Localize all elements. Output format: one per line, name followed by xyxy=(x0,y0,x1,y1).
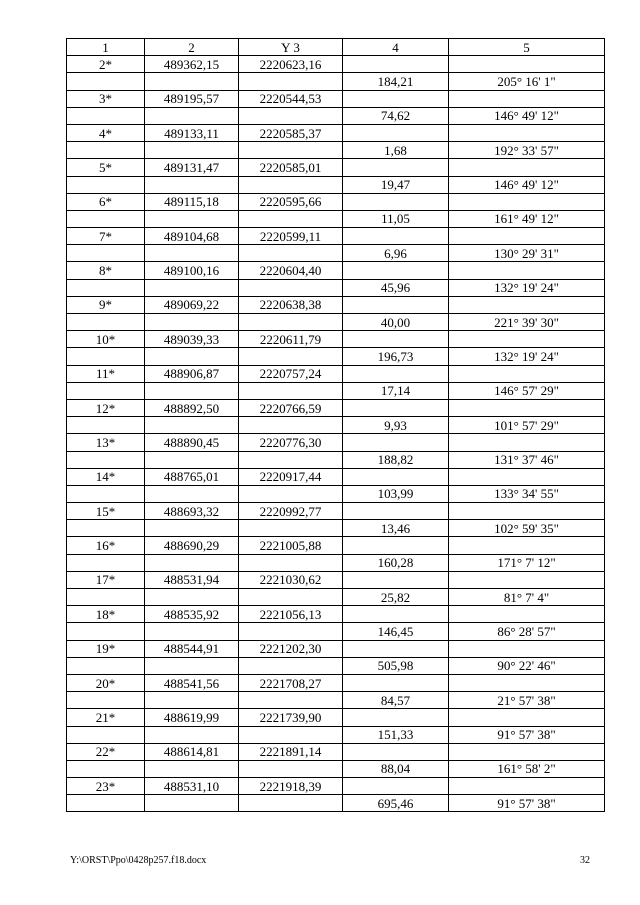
point-y: 2221739,90 xyxy=(239,709,343,726)
point-x: 489115,18 xyxy=(145,193,239,210)
empty-cell xyxy=(239,73,343,90)
empty-cell xyxy=(145,210,239,227)
empty-cell xyxy=(239,520,343,537)
segment-row xyxy=(67,451,605,468)
point-row xyxy=(67,778,605,795)
coordinates-table-body xyxy=(67,39,605,812)
empty-cell xyxy=(67,589,145,606)
empty-cell xyxy=(239,142,343,159)
empty-cell xyxy=(145,554,239,571)
empty-cell xyxy=(239,726,343,743)
empty-cell xyxy=(67,623,145,640)
point-y: 2220604,40 xyxy=(239,262,343,279)
empty-cell xyxy=(449,262,605,279)
segment-distance: 84,57 xyxy=(343,692,449,709)
empty-cell xyxy=(145,382,239,399)
empty-cell xyxy=(343,193,449,210)
point-id: 12* xyxy=(67,399,145,416)
segment-row xyxy=(67,417,605,434)
segment-row xyxy=(67,107,605,124)
empty-cell xyxy=(67,210,145,227)
empty-cell xyxy=(343,124,449,141)
segment-angle: 146° 49' 12" xyxy=(449,107,605,124)
point-row xyxy=(67,399,605,416)
segment-angle: 81° 7' 4" xyxy=(449,589,605,606)
empty-cell xyxy=(239,314,343,331)
point-id: 22* xyxy=(67,743,145,760)
empty-cell xyxy=(145,417,239,434)
segment-distance: 1,68 xyxy=(343,142,449,159)
segment-distance: 505,98 xyxy=(343,657,449,674)
segment-angle: 90° 22' 46" xyxy=(449,657,605,674)
empty-cell xyxy=(449,606,605,623)
empty-cell xyxy=(449,124,605,141)
segment-row xyxy=(67,554,605,571)
point-x: 489069,22 xyxy=(145,296,239,313)
empty-cell xyxy=(145,657,239,674)
segment-row xyxy=(67,795,605,812)
point-id: 14* xyxy=(67,468,145,485)
point-row xyxy=(67,331,605,348)
empty-cell xyxy=(449,296,605,313)
point-id: 9* xyxy=(67,296,145,313)
empty-cell xyxy=(343,90,449,107)
empty-cell xyxy=(343,468,449,485)
point-row xyxy=(67,571,605,588)
segment-distance: 151,33 xyxy=(343,726,449,743)
empty-cell xyxy=(239,176,343,193)
point-x: 489133,11 xyxy=(145,124,239,141)
point-row xyxy=(67,503,605,520)
segment-angle: 161° 49' 12" xyxy=(449,210,605,227)
point-y: 2220599,11 xyxy=(239,228,343,245)
empty-cell xyxy=(67,73,145,90)
point-row xyxy=(67,743,605,760)
point-x: 489195,57 xyxy=(145,90,239,107)
point-row xyxy=(67,640,605,657)
empty-cell xyxy=(239,554,343,571)
segment-distance: 160,28 xyxy=(343,554,449,571)
empty-cell xyxy=(343,228,449,245)
empty-cell xyxy=(67,692,145,709)
segment-row xyxy=(67,623,605,640)
empty-cell xyxy=(145,314,239,331)
empty-cell xyxy=(145,589,239,606)
empty-cell xyxy=(145,726,239,743)
point-y: 2220585,37 xyxy=(239,124,343,141)
segment-angle: 146° 57' 29" xyxy=(449,382,605,399)
empty-cell xyxy=(449,709,605,726)
empty-cell xyxy=(67,348,145,365)
empty-cell xyxy=(449,159,605,176)
empty-cell xyxy=(239,623,343,640)
page-number: 32 xyxy=(580,855,590,866)
empty-cell xyxy=(67,726,145,743)
empty-cell xyxy=(449,399,605,416)
segment-row xyxy=(67,279,605,296)
point-y: 2220611,79 xyxy=(239,331,343,348)
point-id: 10* xyxy=(67,331,145,348)
segment-row xyxy=(67,142,605,159)
point-x: 488765,01 xyxy=(145,468,239,485)
point-x: 489100,16 xyxy=(145,262,239,279)
point-y: 2221202,30 xyxy=(239,640,343,657)
empty-cell xyxy=(239,589,343,606)
empty-cell xyxy=(449,468,605,485)
empty-cell xyxy=(449,228,605,245)
empty-cell xyxy=(449,193,605,210)
point-id: 20* xyxy=(67,674,145,691)
segment-angle: 21° 57' 38" xyxy=(449,692,605,709)
segment-angle: 146° 49' 12" xyxy=(449,176,605,193)
empty-cell xyxy=(343,56,449,73)
empty-cell xyxy=(145,795,239,812)
empty-cell xyxy=(145,176,239,193)
point-id: 19* xyxy=(67,640,145,657)
point-y: 2221708,27 xyxy=(239,674,343,691)
empty-cell xyxy=(239,485,343,502)
empty-cell xyxy=(145,485,239,502)
segment-distance: 196,73 xyxy=(343,348,449,365)
empty-cell xyxy=(239,279,343,296)
point-y: 2220766,59 xyxy=(239,399,343,416)
empty-cell xyxy=(343,709,449,726)
point-id: 6* xyxy=(67,193,145,210)
table-header-row xyxy=(67,39,605,56)
segment-row xyxy=(67,589,605,606)
segment-row xyxy=(67,73,605,90)
point-y: 2220757,24 xyxy=(239,365,343,382)
point-y: 2220544,53 xyxy=(239,90,343,107)
segment-distance: 9,93 xyxy=(343,417,449,434)
empty-cell xyxy=(67,245,145,262)
empty-cell xyxy=(145,245,239,262)
point-row xyxy=(67,159,605,176)
point-x: 488544,91 xyxy=(145,640,239,657)
segment-distance: 45,96 xyxy=(343,279,449,296)
segment-angle: 192° 33' 57" xyxy=(449,142,605,159)
segment-angle: 171° 7' 12" xyxy=(449,554,605,571)
point-row xyxy=(67,296,605,313)
point-x: 488531,94 xyxy=(145,571,239,588)
empty-cell xyxy=(67,107,145,124)
point-id: 23* xyxy=(67,778,145,795)
point-x: 489362,15 xyxy=(145,56,239,73)
point-row xyxy=(67,674,605,691)
segment-distance: 13,46 xyxy=(343,520,449,537)
point-id: 16* xyxy=(67,537,145,554)
point-id: 8* xyxy=(67,262,145,279)
empty-cell xyxy=(239,657,343,674)
point-y: 2221005,88 xyxy=(239,537,343,554)
segment-row xyxy=(67,657,605,674)
empty-cell xyxy=(343,365,449,382)
segment-distance: 103,99 xyxy=(343,485,449,502)
segment-row xyxy=(67,176,605,193)
empty-cell xyxy=(67,314,145,331)
point-row xyxy=(67,606,605,623)
point-x: 488619,99 xyxy=(145,709,239,726)
segment-angle: 133° 34' 55" xyxy=(449,485,605,502)
point-id: 17* xyxy=(67,571,145,588)
point-y: 2221918,39 xyxy=(239,778,343,795)
column-header-3: Y 3 xyxy=(239,39,343,56)
point-id: 4* xyxy=(67,124,145,141)
point-row xyxy=(67,537,605,554)
empty-cell xyxy=(145,279,239,296)
segment-distance: 19,47 xyxy=(343,176,449,193)
segment-angle: 91° 57' 38" xyxy=(449,726,605,743)
segment-distance: 188,82 xyxy=(343,451,449,468)
empty-cell xyxy=(67,485,145,502)
segment-angle: 132° 19' 24" xyxy=(449,348,605,365)
point-id: 13* xyxy=(67,434,145,451)
segment-row xyxy=(67,520,605,537)
empty-cell xyxy=(449,331,605,348)
empty-cell xyxy=(449,743,605,760)
point-x: 489104,68 xyxy=(145,228,239,245)
empty-cell xyxy=(145,623,239,640)
coordinates-table xyxy=(66,38,605,812)
empty-cell xyxy=(239,382,343,399)
empty-cell xyxy=(343,399,449,416)
segment-distance: 17,14 xyxy=(343,382,449,399)
column-header-4: 4 xyxy=(343,39,449,56)
segment-distance: 40,00 xyxy=(343,314,449,331)
empty-cell xyxy=(343,674,449,691)
empty-cell xyxy=(67,417,145,434)
empty-cell xyxy=(239,210,343,227)
point-row xyxy=(67,228,605,245)
point-row xyxy=(67,90,605,107)
segment-angle: 132° 19' 24" xyxy=(449,279,605,296)
empty-cell xyxy=(67,760,145,777)
empty-cell xyxy=(449,56,605,73)
empty-cell xyxy=(145,142,239,159)
empty-cell xyxy=(145,451,239,468)
point-id: 18* xyxy=(67,606,145,623)
segment-row xyxy=(67,382,605,399)
empty-cell xyxy=(449,640,605,657)
segment-row xyxy=(67,245,605,262)
empty-cell xyxy=(343,331,449,348)
empty-cell xyxy=(67,176,145,193)
point-x: 488890,45 xyxy=(145,434,239,451)
point-x: 489131,47 xyxy=(145,159,239,176)
empty-cell xyxy=(145,73,239,90)
point-x: 488690,29 xyxy=(145,537,239,554)
empty-cell xyxy=(145,348,239,365)
empty-cell xyxy=(67,520,145,537)
empty-cell xyxy=(239,451,343,468)
point-y: 2221030,62 xyxy=(239,571,343,588)
point-x: 488535,92 xyxy=(145,606,239,623)
empty-cell xyxy=(449,503,605,520)
segment-angle: 86° 28' 57" xyxy=(449,623,605,640)
empty-cell xyxy=(145,520,239,537)
point-row xyxy=(67,193,605,210)
segment-row xyxy=(67,726,605,743)
empty-cell xyxy=(343,743,449,760)
segment-distance: 184,21 xyxy=(343,73,449,90)
point-y: 2221056,13 xyxy=(239,606,343,623)
segment-distance: 88,04 xyxy=(343,760,449,777)
segment-angle: 102° 59' 35" xyxy=(449,520,605,537)
point-x: 488541,56 xyxy=(145,674,239,691)
segment-row xyxy=(67,210,605,227)
empty-cell xyxy=(239,107,343,124)
point-row xyxy=(67,468,605,485)
point-row xyxy=(67,56,605,73)
point-y: 2220776,30 xyxy=(239,434,343,451)
segment-angle: 161° 58' 2" xyxy=(449,760,605,777)
segment-distance: 6,96 xyxy=(343,245,449,262)
empty-cell xyxy=(67,554,145,571)
segment-distance: 25,82 xyxy=(343,589,449,606)
column-header-1: 1 xyxy=(67,39,145,56)
segment-distance: 695,46 xyxy=(343,795,449,812)
point-id: 11* xyxy=(67,365,145,382)
point-id: 7* xyxy=(67,228,145,245)
point-x: 488531,10 xyxy=(145,778,239,795)
segment-distance: 146,45 xyxy=(343,623,449,640)
point-id: 2* xyxy=(67,56,145,73)
empty-cell xyxy=(343,296,449,313)
column-header-2: 2 xyxy=(145,39,239,56)
column-header-5: 5 xyxy=(449,39,605,56)
point-y: 2221891,14 xyxy=(239,743,343,760)
empty-cell xyxy=(67,657,145,674)
point-id: 15* xyxy=(67,503,145,520)
empty-cell xyxy=(239,417,343,434)
point-x: 489039,33 xyxy=(145,331,239,348)
empty-cell xyxy=(67,795,145,812)
empty-cell xyxy=(145,692,239,709)
point-y: 2220585,01 xyxy=(239,159,343,176)
point-y: 2220992,77 xyxy=(239,503,343,520)
empty-cell xyxy=(67,279,145,296)
segment-row xyxy=(67,348,605,365)
segment-angle: 131° 37' 46" xyxy=(449,451,605,468)
point-id: 5* xyxy=(67,159,145,176)
point-id: 3* xyxy=(67,90,145,107)
empty-cell xyxy=(343,537,449,554)
empty-cell xyxy=(67,451,145,468)
point-row xyxy=(67,709,605,726)
empty-cell xyxy=(343,778,449,795)
point-y: 2220623,16 xyxy=(239,56,343,73)
empty-cell xyxy=(449,674,605,691)
segment-angle: 221° 39' 30" xyxy=(449,314,605,331)
point-row xyxy=(67,365,605,382)
point-y: 2220917,44 xyxy=(239,468,343,485)
segment-angle: 205° 16' 1" xyxy=(449,73,605,90)
empty-cell xyxy=(67,382,145,399)
empty-cell xyxy=(145,760,239,777)
point-id: 21* xyxy=(67,709,145,726)
empty-cell xyxy=(239,348,343,365)
point-x: 488693,32 xyxy=(145,503,239,520)
point-row xyxy=(67,124,605,141)
empty-cell xyxy=(67,142,145,159)
empty-cell xyxy=(343,640,449,657)
empty-cell xyxy=(343,159,449,176)
point-y: 2220595,66 xyxy=(239,193,343,210)
point-y: 2220638,38 xyxy=(239,296,343,313)
empty-cell xyxy=(449,365,605,382)
empty-cell xyxy=(449,90,605,107)
segment-angle: 91° 57' 38" xyxy=(449,795,605,812)
point-row xyxy=(67,262,605,279)
empty-cell xyxy=(239,760,343,777)
empty-cell xyxy=(343,606,449,623)
empty-cell xyxy=(239,245,343,262)
empty-cell xyxy=(343,262,449,279)
segment-distance: 11,05 xyxy=(343,210,449,227)
point-x: 488906,87 xyxy=(145,365,239,382)
empty-cell xyxy=(239,692,343,709)
empty-cell xyxy=(449,434,605,451)
empty-cell xyxy=(449,778,605,795)
point-row xyxy=(67,434,605,451)
segment-angle: 101° 57' 29" xyxy=(449,417,605,434)
empty-cell xyxy=(343,571,449,588)
empty-cell xyxy=(239,795,343,812)
footer-file-path: Y:\ORST\Ppo\0428p257.f18.docx xyxy=(70,855,207,866)
empty-cell xyxy=(449,571,605,588)
segment-row xyxy=(67,485,605,502)
point-x: 488614,81 xyxy=(145,743,239,760)
empty-cell xyxy=(343,434,449,451)
segment-row xyxy=(67,314,605,331)
segment-angle: 130° 29' 31" xyxy=(449,245,605,262)
empty-cell xyxy=(449,537,605,554)
segment-row xyxy=(67,692,605,709)
empty-cell xyxy=(343,503,449,520)
empty-cell xyxy=(145,107,239,124)
segment-row xyxy=(67,760,605,777)
segment-distance: 74,62 xyxy=(343,107,449,124)
point-x: 488892,50 xyxy=(145,399,239,416)
